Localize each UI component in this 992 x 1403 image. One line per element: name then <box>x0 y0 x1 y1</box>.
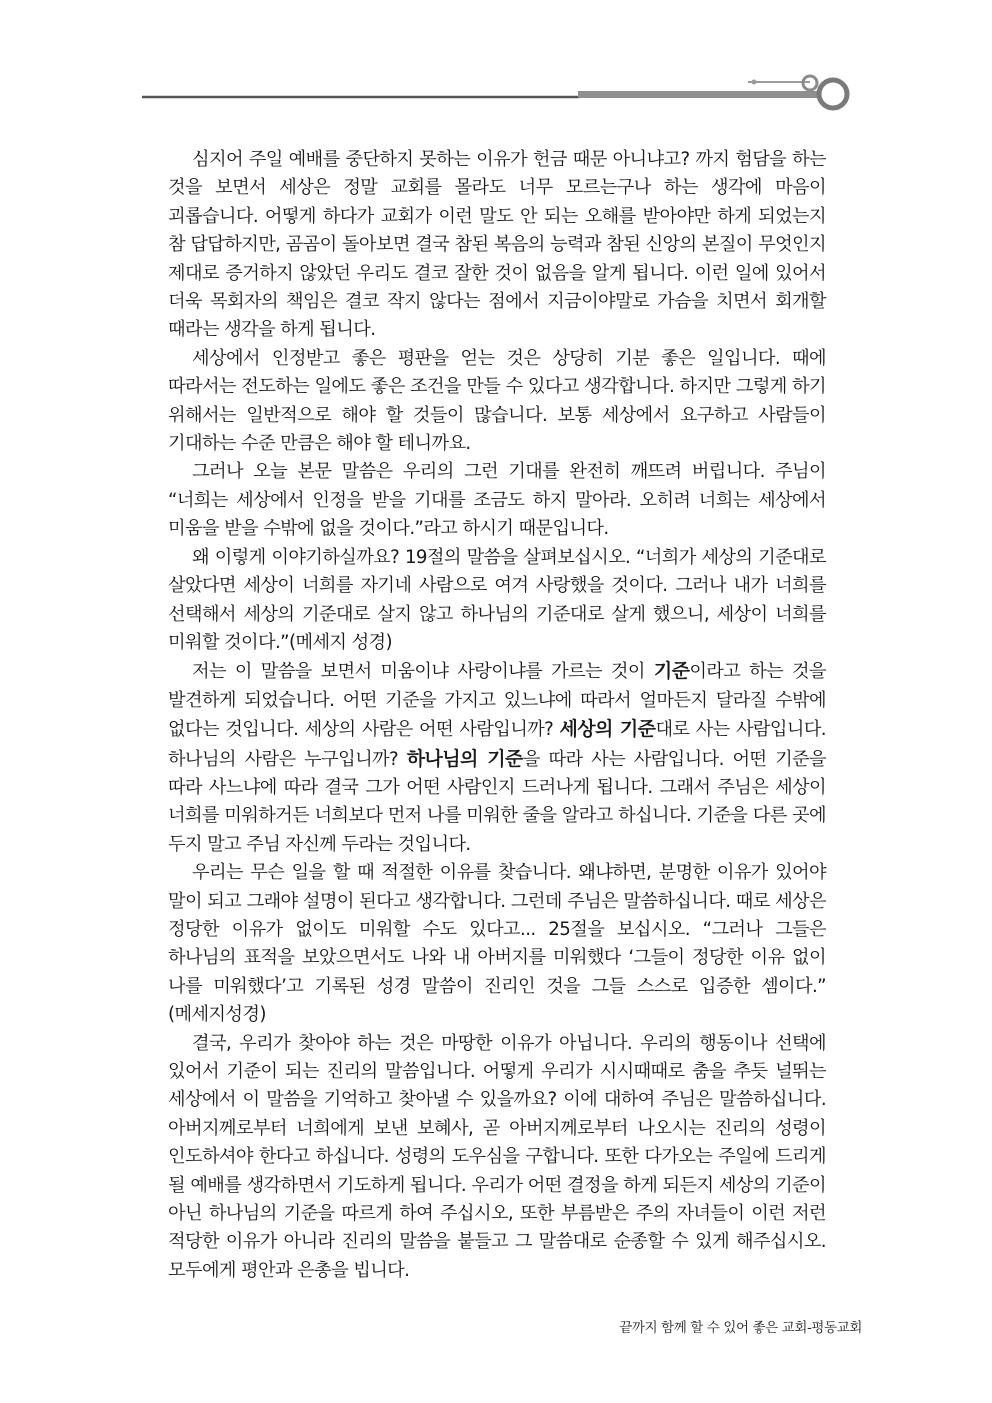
paragraph <box>168 1030 826 1286</box>
paragraph <box>168 544 826 658</box>
emphasis-text: 기준 <box>653 660 690 683</box>
header-rule-bar <box>578 91 828 98</box>
text-run: 그러나 오늘 본문 말씀은 우리의 그런 기대를 완전히 깨뜨려 버립니다. 주님이 “너희는 세상에서 인정을 받을 기대를 조금도 하지 말아라. 오히려 너희는 세상에서 미움을 받을 수밖에 없을 것이다.”라고 하시기 때문입니다. <box>168 461 826 540</box>
paragraph <box>168 146 826 345</box>
paragraph <box>168 859 826 1029</box>
article-body <box>168 146 826 1285</box>
text-run: 우리는 무슨 일을 할 때 적절한 이유를 찾습니다. 왜냐하면, 분명한 이유가 있어야 말이 되고 그래야 설명이 된다고 생각합니다. 그런데 주님은 말씀하십니다. 때로 세상은 정당한 이유가 없이도 미워할 수도 있다고... 25절을 보십시오. “그러나 그들은 하나님의 표적을 보았으면서도 나와 내 아버지를 미워했다 ‘그들이 정당한 이유 없이 나를 미워했다’고 기록된 성경 말씀이 진리인 것을 그들 스스로 입증한 셈이다.” (메세지성경) <box>168 862 826 1026</box>
header-ring-large <box>819 80 847 108</box>
text-run: 세상에서 인정받고 좋은 평판을 얻는 것은 상당히 기분 좋은 일입니다. 때에 따라서는 전도하는 일에도 좋은 조건을 만들 수 있다고 생각합니다. 하지만 그렇게 하기 위해서는 일반적으로 해야 할 것들이 많습니다. 보통 세상에서 요구하고 사람들이 기대하는 수준 만큼은 해야 할 테니까요. <box>168 347 826 455</box>
paragraph-text <box>168 544 826 658</box>
emphasis-text: 세상의 기준 <box>559 718 656 741</box>
paragraph-text <box>168 458 826 543</box>
emphasis-text: 하나님의 기준 <box>406 747 523 770</box>
text-run: 왜 이렇게 이야기하실까요? 19절의 말씀을 살펴보십시오. “너희가 세상의 기준대로 살았다면 세상이 너희를 자기네 사람으로 여겨 사랑했을 것이다. 그러나 내가 너희를 선택해서 세상의 기준대로 살지 않고 하나님의 기준대로 살게 했으니, 세상이 너희를 미워할 것이다.”(메세지 성경) <box>168 546 826 653</box>
paragraph <box>168 458 826 543</box>
header-decoration <box>0 0 992 130</box>
text-run: 을 따라 사는 사람입니다. 어떤 기준을 따라 사느냐에 따라 결국 그가 어떤 사람인지 드러나게 됩니다. 그래서 주님은 세상이 너희를 미워하거든 너희보다 먼저 나를 미워한 줄을 알라고 하십니다. 기준을 다른 곳에 두지 말고 주님 자신께 두라는 것입니다. <box>168 748 826 855</box>
paragraph-text <box>168 859 826 1029</box>
text-run: 심지어 주일 예배를 중단하지 못하는 이유가 헌금 때문 아니냐고? 까지 험담을 하는 것을 보면서 세상은 정말 교회를 몰라도 너무 모르는구나 하는 생각에 마음이 괴롭습니다. 어떻게 하다가 교회가 이런 말도 안 되는 오해를 받아야만 하게 되었는지 참 답답하지만, 곰곰이 돌아보면 결국 참된 복음의 능력과 참된 신앙의 본질이 무엇인지 제대로 증거하지 않았던 우리도 결코 잘한 것이 없음을 알게 됩니다. 이런 일에 있어서 더욱 목회자의 책임은 결코 작지 않다는 점에서 지금이야말로 가슴을 치면서 회개할 때라는 생각을 하게 됩니다. <box>168 149 826 341</box>
text-run: 대로 사는 사람입니다. 하나님의 사람은 누구입니까? <box>168 719 826 770</box>
text-run: 이라고 하는 것을 발견하게 되었습니다. 어떤 기준을 가지고 있느냐에 따라서 얼마든지 달라질 수밖에 없다는 것입니다. 세상의 사람은 어떤 사람입니까? <box>168 661 826 741</box>
header-dot <box>752 80 757 85</box>
paragraph-text <box>168 657 826 859</box>
paragraph <box>168 657 826 859</box>
paragraph-text <box>168 345 826 459</box>
text-run: 저는 이 말씀을 보면서 미움이냐 사랑이냐를 가르는 것이 <box>192 661 654 683</box>
page-footer: 끝까지 함께 할 수 있어 좋은 교회-평동교회 <box>619 1320 862 1336</box>
paragraph-text <box>168 146 826 345</box>
paragraph-text <box>168 1030 826 1286</box>
text-run: 결국, 우리가 찾아야 하는 것은 마땅한 이유가 아닙니다. 우리의 행동이나 선택에 있어서 기준이 되는 진리의 말씀입니다. 어떻게 우리가 시시때때로 춤을 추듯 널뛰는 세상에서 이 말씀을 기억하고 찾아낼 수 있을까요? 이에 대하여 주님은 말씀하십니다. 아버지께로부터 너희에게 보낸 보혜사, 곧 아버지께로부터 나오시는 진리의 성령이 인도하셔야 한다고 하십니다. 성령의 도우심을 구합니다. 또한 다가오는 주일에 드리게 될 예배를 생각하면서 기도하게 됩니다. 우리가 어떤 결정을 하게 되든지 세상의 기준이 아닌 하나님의 기준을 따르게 하여 주십시오, 또한 부름받은 주의 자녀들이 이런 저런 적당한 이유가 아니라 진리의 말씀을 붙들고 그 말씀대로 순종할 수 있게 해주십시오. 모두에게 평안과 은총을 빕니다. <box>168 1032 826 1281</box>
paragraph <box>168 345 826 459</box>
